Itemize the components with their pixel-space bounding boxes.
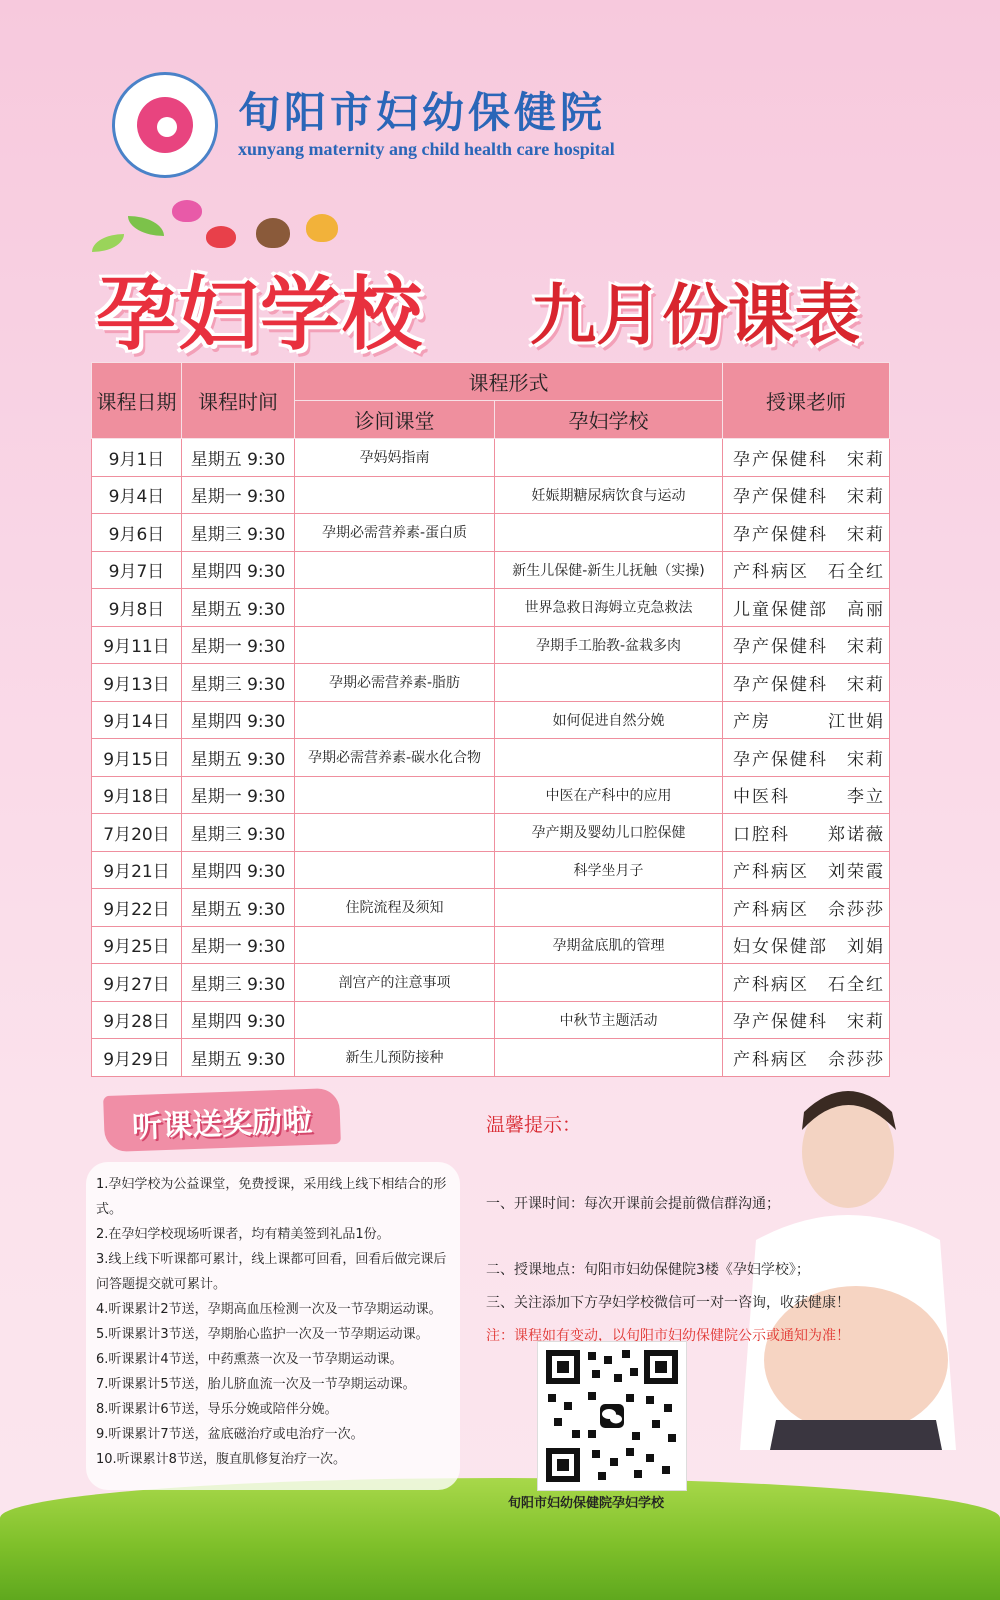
table-row: [92, 776, 890, 814]
time-cell: 星期三 9:30: [182, 964, 295, 1002]
date-cell: 9月4日: [92, 476, 182, 514]
table-row: [92, 664, 890, 702]
date-cell: 9月6日: [92, 514, 182, 552]
table-row: [92, 926, 890, 964]
school-cell: [495, 664, 723, 702]
teacher-cell: 孕产保健科 宋莉: [723, 626, 890, 664]
school-cell: 新生儿保健-新生儿抚触（实操): [495, 551, 723, 589]
clinic-cell: [295, 701, 495, 739]
header-format: 课程形式: [295, 363, 723, 401]
school-cell: 妊娠期糖尿病饮食与运动: [495, 476, 723, 514]
table-row: [92, 814, 890, 852]
clinic-cell: [295, 814, 495, 852]
school-cell: [495, 739, 723, 777]
qr-label: 旬阳市妇幼保健院孕妇学校: [508, 1496, 665, 1511]
date-cell: 9月22日: [92, 889, 182, 927]
date-cell: 9月27日: [92, 964, 182, 1002]
school-cell: 如何促进自然分娩: [495, 701, 723, 739]
table-row: [92, 514, 890, 552]
owl-icon: [256, 218, 290, 248]
time-cell: 星期五 9:30: [182, 889, 295, 927]
header-school: 孕妇学校: [495, 401, 723, 439]
school-cell: 孕期盆底肌的管理: [495, 926, 723, 964]
rule-item: 5.听课累计3节送，孕期胎心监护一次及一节孕期运动课。: [96, 1327, 429, 1342]
rule-item: 4.听课累计2节送，孕期高血压检测一次及一节孕期运动课。: [96, 1302, 442, 1317]
reward-rules-panel: [86, 1162, 460, 1490]
teacher-cell: 孕产保健科 宋莉: [723, 1001, 890, 1039]
schedule-body: [92, 439, 890, 1077]
hospital-name-en: xunyang maternity ang child health care hospital: [238, 139, 615, 159]
clinic-cell: 新生儿预防接种: [295, 1039, 495, 1077]
clinic-cell: [295, 776, 495, 814]
rule-item: 3.线上线下听课都可累计，线上课都可回看，回看后做完课后问答题提交就可累计。: [96, 1252, 447, 1292]
teacher-cell: 孕产保健科 宋莉: [723, 439, 890, 477]
table-row: [92, 851, 890, 889]
rule-item: 9.听课累计7节送，盆底磁治疗或电治疗一次。: [96, 1427, 364, 1442]
clinic-cell: [295, 926, 495, 964]
school-cell: 科学坐月子: [495, 851, 723, 889]
time-cell: 星期五 9:30: [182, 589, 295, 627]
school-cell: [495, 889, 723, 927]
school-cell: [495, 1039, 723, 1077]
clinic-cell: 剖宫产的注意事项: [295, 964, 495, 1002]
time-cell: 星期五 9:30: [182, 1039, 295, 1077]
time-cell: 星期四 9:30: [182, 851, 295, 889]
title-pregnancy-school: 孕妇学校: [96, 268, 424, 361]
rule-item: 7.听课累计5节送，胎儿脐血流一次及一节孕期运动课。: [96, 1377, 416, 1392]
rule-item: 6.听课累计4节送，中药熏蒸一次及一节孕期运动课。: [96, 1352, 403, 1367]
header-time: 课程时间: [182, 363, 295, 439]
table-row: [92, 964, 890, 1002]
rule-item: 2.在孕妇学校现场听课者，均有精美签到礼品1份。: [96, 1227, 390, 1242]
clinic-cell: 孕期必需营养素-脂肪: [295, 664, 495, 702]
reward-banner: [103, 1088, 341, 1152]
date-cell: 9月21日: [92, 851, 182, 889]
date-cell: 7月20日: [92, 814, 182, 852]
teacher-cell: 口腔科 郑诺薇: [723, 814, 890, 852]
school-cell: [495, 439, 723, 477]
clinic-cell: [295, 626, 495, 664]
date-cell: 9月11日: [92, 626, 182, 664]
rule-item: 10.听课累计8节送，腹直肌修复治疗一次。: [96, 1452, 346, 1467]
time-cell: 星期四 9:30: [182, 551, 295, 589]
school-cell: 中秋节主题活动: [495, 1001, 723, 1039]
time-cell: 星期三 9:30: [182, 814, 295, 852]
teacher-cell: 产科病区 石全红: [723, 964, 890, 1002]
clinic-cell: [295, 1001, 495, 1039]
schedule-table: [91, 362, 890, 1077]
leaf-icon: [128, 216, 164, 236]
date-cell: 9月18日: [92, 776, 182, 814]
date-cell: 9月8日: [92, 589, 182, 627]
table-row: [92, 476, 890, 514]
teacher-cell: 孕产保健科 宋莉: [723, 514, 890, 552]
date-cell: 9月1日: [92, 439, 182, 477]
hospital-name-cn: 旬阳市妇幼保健院: [238, 88, 607, 137]
date-cell: 9月29日: [92, 1039, 182, 1077]
school-cell: 孕期手工胎教-盆栽多肉: [495, 626, 723, 664]
rule-item: 1.孕妇学校为公益课堂，免费授课，采用线上线下相结合的形式。: [96, 1177, 447, 1217]
table-row: [92, 626, 890, 664]
grass-decoration: [0, 1478, 1000, 1600]
time-cell: 星期三 9:30: [182, 664, 295, 702]
baby-logo-icon: [157, 117, 177, 137]
teacher-cell: 产科病区 佘莎莎: [723, 1039, 890, 1077]
clinic-cell: 住院流程及须知: [295, 889, 495, 927]
header-clinic: 诊间课堂: [295, 401, 495, 439]
teacher-cell: 孕产保健科 宋莉: [723, 739, 890, 777]
yellow-bird-icon: [306, 214, 338, 242]
time-cell: 星期三 9:30: [182, 514, 295, 552]
tip-item: 一、开课时间：每次开课前会提前微信群沟通；: [486, 1196, 780, 1212]
clinic-cell: [295, 851, 495, 889]
school-cell: [495, 964, 723, 1002]
table-row: [92, 1001, 890, 1039]
clinic-cell: [295, 476, 495, 514]
header-teacher: 授课老师: [723, 363, 890, 439]
teacher-cell: 产科病区 佘莎莎: [723, 889, 890, 927]
date-cell: 9月14日: [92, 701, 182, 739]
teacher-cell: 孕产保健科 宋莉: [723, 664, 890, 702]
teacher-cell: 产科病区 石全红: [723, 551, 890, 589]
hospital-logo: [112, 72, 218, 178]
time-cell: 星期一 9:30: [182, 476, 295, 514]
table-row: [92, 551, 890, 589]
teacher-cell: 孕产保健科 宋莉: [723, 476, 890, 514]
header-date: 课程日期: [92, 363, 182, 439]
pink-bird-icon: [172, 200, 202, 222]
clinic-cell: 孕期必需营养素-碳水化合物: [295, 739, 495, 777]
table-row: [92, 889, 890, 927]
clinic-cell: 孕妈妈指南: [295, 439, 495, 477]
title-september-schedule: 九月份课表: [530, 277, 860, 354]
date-cell: 9月15日: [92, 739, 182, 777]
table-row: [92, 1039, 890, 1077]
date-cell: 9月28日: [92, 1001, 182, 1039]
table-row: [92, 589, 890, 627]
teacher-cell: 妇女保健部 刘娟: [723, 926, 890, 964]
tip-item: 二、授课地点：旬阳市妇幼保健院3楼《孕妇学校》；: [486, 1262, 810, 1278]
tip-note: 注：课程如有变动，以旬阳市妇幼保健院公示或通知为准！: [486, 1328, 850, 1344]
school-cell: 中医在产科中的应用: [495, 776, 723, 814]
red-bird-icon: [206, 226, 236, 248]
time-cell: 星期一 9:30: [182, 626, 295, 664]
tip-item: 三、关注添加下方孕妇学校微信可一对一咨询，收获健康！: [486, 1295, 850, 1311]
teacher-cell: 产房 江世娟: [723, 701, 890, 739]
clinic-cell: [295, 589, 495, 627]
time-cell: 星期一 9:30: [182, 776, 295, 814]
school-cell: 孕产期及婴幼儿口腔保健: [495, 814, 723, 852]
teacher-cell: 儿童保健部 高丽: [723, 589, 890, 627]
wechat-qr-code[interactable]: [538, 1342, 686, 1490]
time-cell: 星期五 9:30: [182, 739, 295, 777]
table-row: [92, 439, 890, 477]
school-cell: 世界急救日海姆立克急救法: [495, 589, 723, 627]
clinic-cell: 孕期必需营养素-蛋白质: [295, 514, 495, 552]
reward-banner-text: 听课送奖励啦: [131, 1103, 313, 1146]
time-cell: 星期四 9:30: [182, 701, 295, 739]
time-cell: 星期四 9:30: [182, 1001, 295, 1039]
date-cell: 9月13日: [92, 664, 182, 702]
tips-title: 温馨提示：: [486, 1114, 582, 1136]
teacher-cell: 产科病区 刘荣霞: [723, 851, 890, 889]
table-row: [92, 739, 890, 777]
time-cell: 星期一 9:30: [182, 926, 295, 964]
date-cell: 9月7日: [92, 551, 182, 589]
school-cell: [495, 514, 723, 552]
table-row: [92, 701, 890, 739]
rule-item: 8.听课累计6节送，导乐分娩或陪伴分娩。: [96, 1402, 338, 1417]
clinic-cell: [295, 551, 495, 589]
teacher-cell: 中医科 李立: [723, 776, 890, 814]
time-cell: 星期五 9:30: [182, 439, 295, 477]
date-cell: 9月25日: [92, 926, 182, 964]
